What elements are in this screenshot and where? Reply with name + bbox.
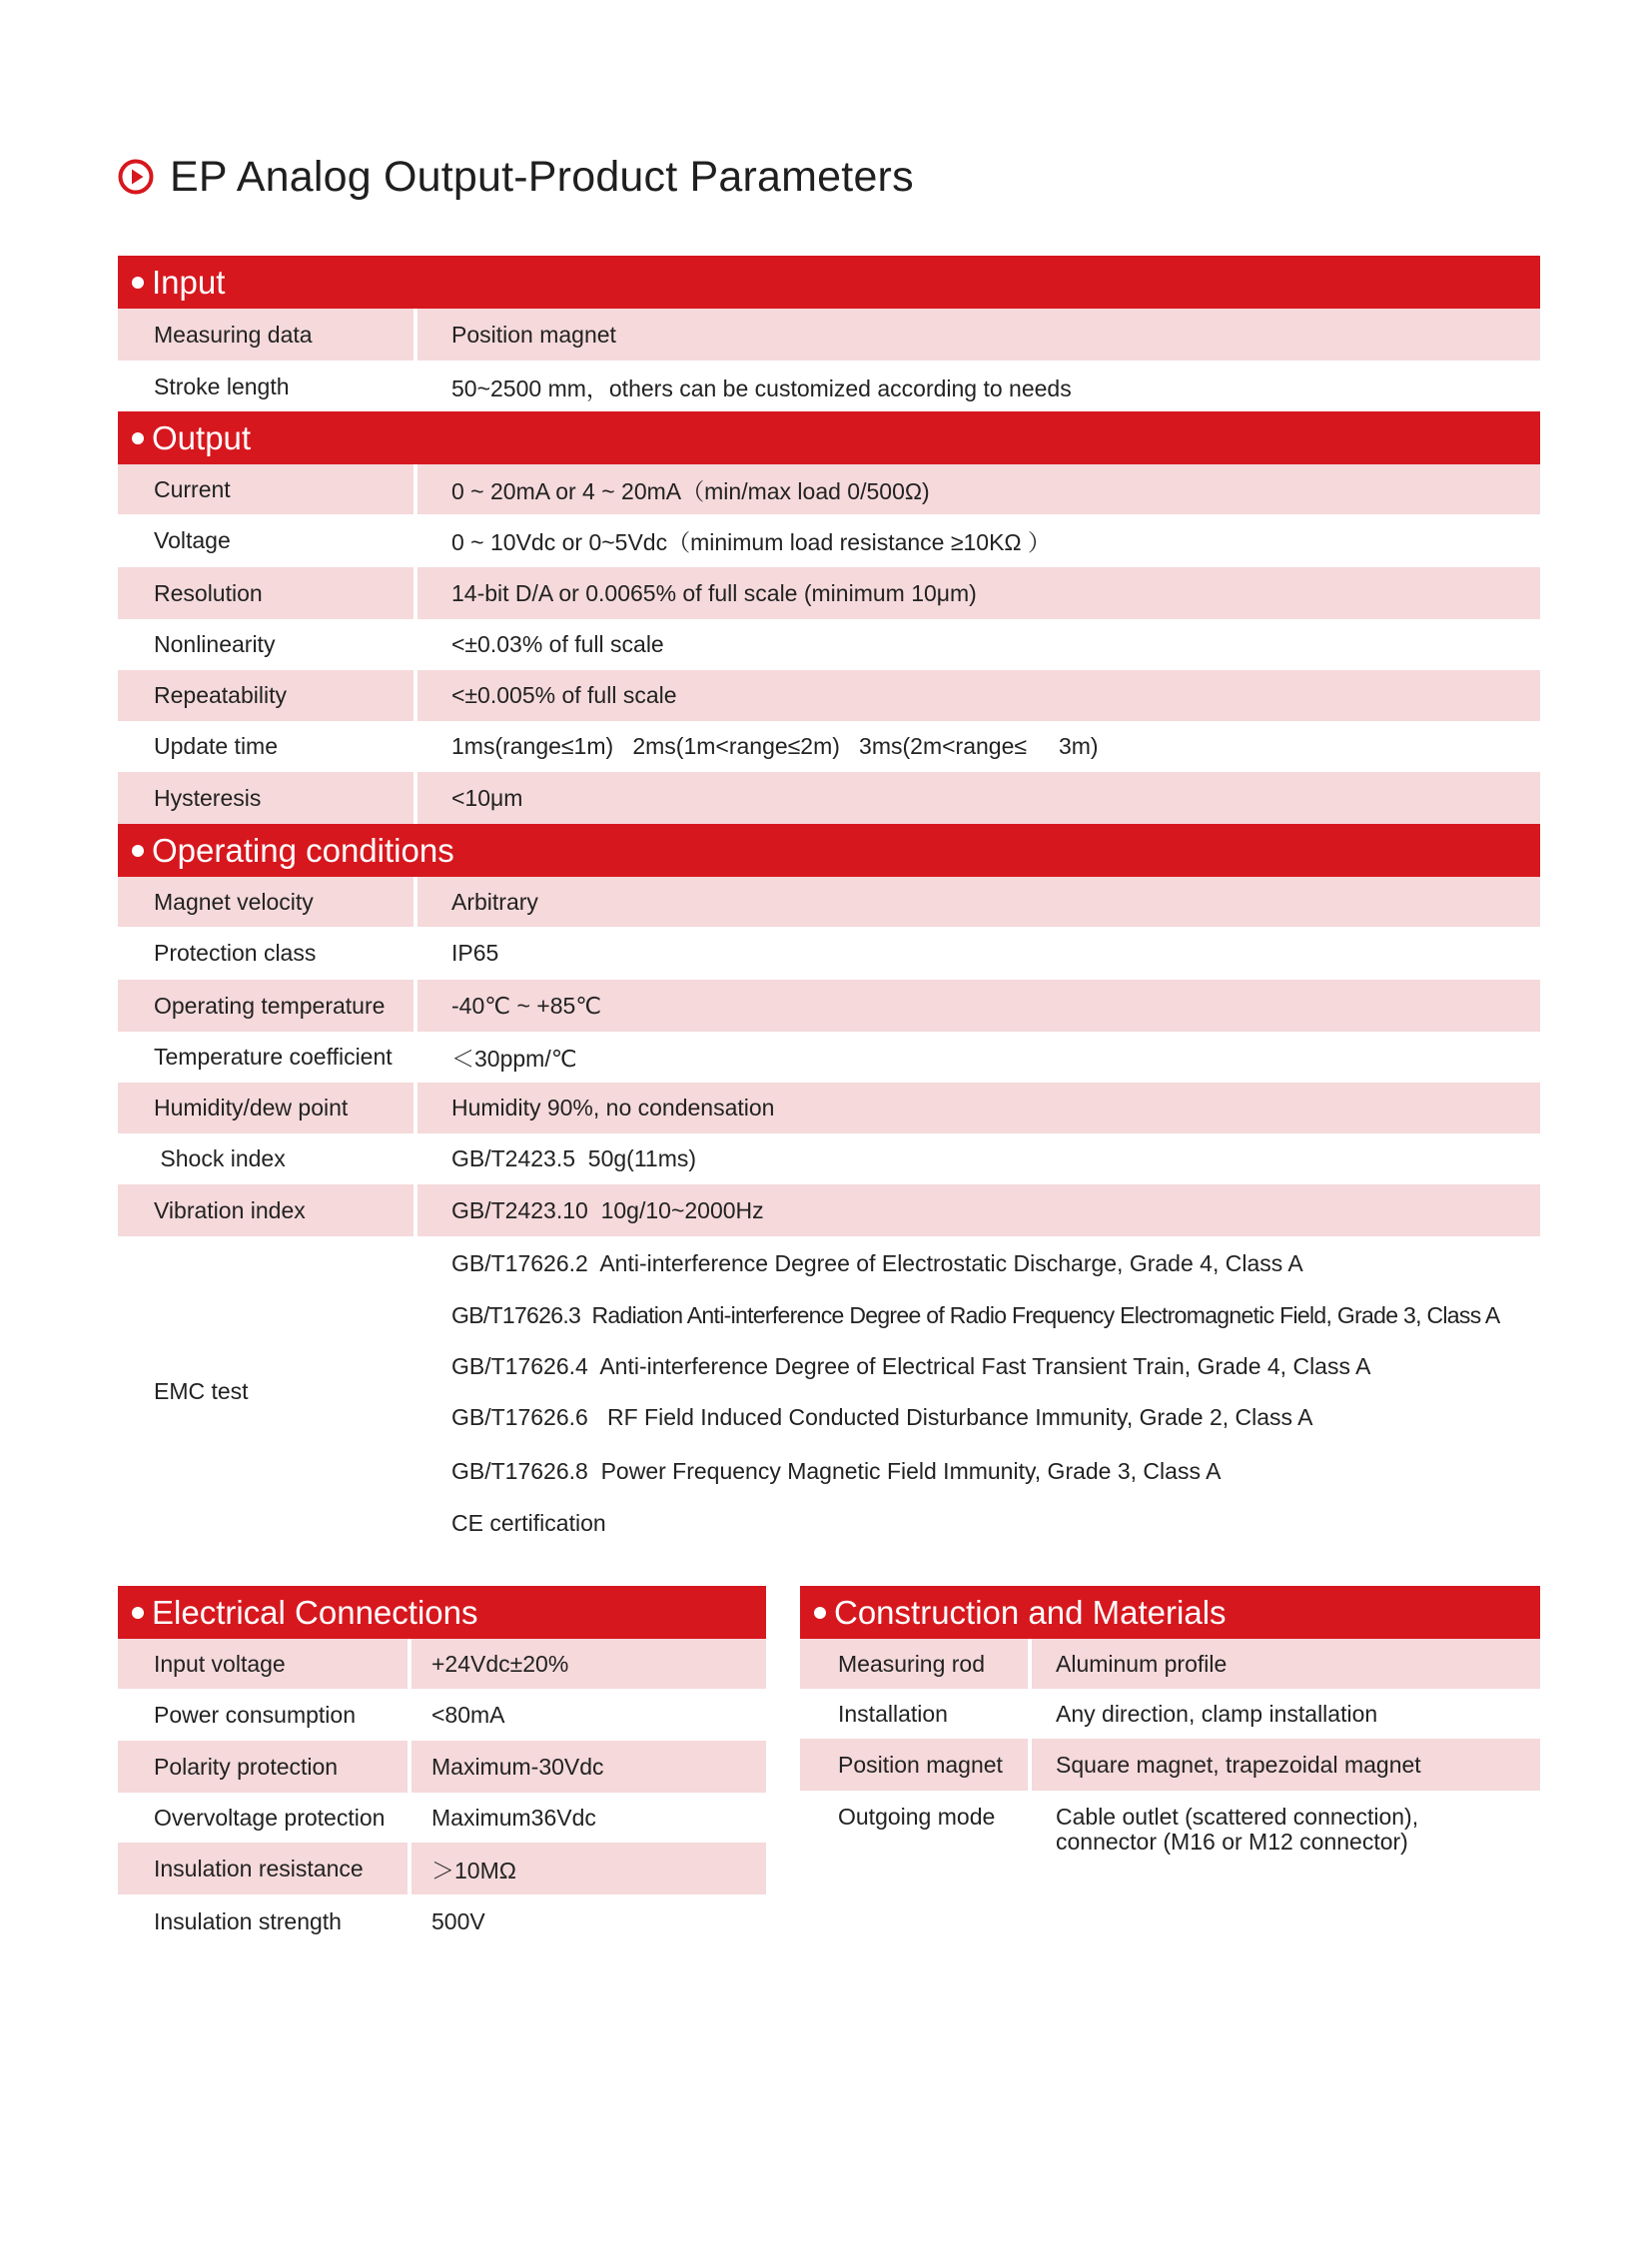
play-circle-icon xyxy=(118,159,154,195)
table-row xyxy=(118,514,1540,567)
section-title: Output xyxy=(152,419,252,456)
table-row xyxy=(118,927,1540,980)
param-value xyxy=(1056,1805,1418,1855)
param-value: 1ms(range≤1m) 2ms(1m<range≤2m) 3ms(2m<range≤ 3m) xyxy=(451,733,1099,759)
table-row xyxy=(800,1639,1540,1689)
param-label: Vibration index xyxy=(154,1196,306,1223)
table-row xyxy=(118,721,1540,772)
param-value: Maximum36Vdc xyxy=(431,1804,596,1831)
emc-line: GB/T17626.6 RF Field Induced Conducted Disturbance Immunity, Grade 2, Class A xyxy=(451,1404,1313,1430)
param-value: Maximum-30Vdc xyxy=(431,1753,604,1780)
section-header-input xyxy=(118,256,1540,309)
param-label: Nonlinearity xyxy=(154,631,276,657)
emc-line: GB/T17626.3 Radiation Anti-interference Degree of Radio Frequency Electromagnetic Field, Grade 3, Class A xyxy=(451,1302,1500,1328)
param-value: -40℃ ~ +85℃ xyxy=(451,992,602,1019)
param-value: <±0.005% of full scale xyxy=(451,682,677,708)
table-row xyxy=(118,567,1540,619)
table-row xyxy=(800,1689,1540,1739)
emc-line: CE certification xyxy=(451,1510,606,1536)
page-title: EP Analog Output-Product Parameters xyxy=(170,152,914,201)
param-label: Update time xyxy=(154,733,279,759)
table-row xyxy=(118,1843,766,1894)
table-row xyxy=(118,619,1540,670)
param-value: 50~2500 mm，others can be customized according to needs xyxy=(451,374,1072,401)
electrical-table xyxy=(118,1639,766,1949)
param-label: Insulation strength xyxy=(154,1908,342,1934)
table-row xyxy=(118,1184,1540,1236)
section-title: Electrical Connections xyxy=(152,1594,478,1631)
param-label: Overvoltage protection xyxy=(154,1804,386,1831)
param-value: ＞10MΩ xyxy=(431,1857,516,1883)
table-row xyxy=(118,1793,766,1843)
bullet-icon xyxy=(132,845,144,857)
param-value: 0 ~ 10Vdc or 0~5Vdc（minimum load resistance ≥10KΩ ） xyxy=(451,529,1051,555)
emc-test-block xyxy=(118,1236,1540,1548)
section-title: Operating conditions xyxy=(152,832,454,869)
page-header xyxy=(118,150,914,204)
emc-line: GB/T17626.2 Anti-interference Degree of Electrostatic Discharge, Grade 4, Class A xyxy=(451,1250,1303,1276)
param-value: IP65 xyxy=(451,940,499,966)
param-label: EMC test xyxy=(154,1378,249,1404)
table-row xyxy=(118,877,1540,927)
output-table xyxy=(118,464,1540,824)
param-value: Arbitrary xyxy=(451,888,538,915)
table-row xyxy=(118,1894,766,1949)
param-label: Hysteresis xyxy=(154,784,262,811)
param-label: Outgoing mode xyxy=(838,1803,996,1830)
param-value: +24Vdc±20% xyxy=(431,1650,569,1677)
table-row xyxy=(118,980,1540,1032)
param-value: 0 ~ 20mA or 4 ~ 20mA（min/max load 0/500Ω) xyxy=(451,477,930,504)
construction-table xyxy=(800,1639,1540,1868)
param-value: Square magnet, trapezoidal magnet xyxy=(1056,1751,1421,1778)
param-value-line: connector (M16 or M12 connector) xyxy=(1056,1829,1408,1855)
param-value-line: Cable outlet (scattered connection), xyxy=(1056,1804,1419,1830)
param-value: Aluminum profile xyxy=(1056,1650,1228,1677)
table-row xyxy=(118,1083,1540,1133)
param-value: 500V xyxy=(431,1908,485,1934)
section-header-operating xyxy=(118,824,1540,877)
param-label: Shock index xyxy=(154,1145,286,1171)
table-row xyxy=(118,772,1540,824)
table-row xyxy=(118,309,1540,361)
param-label: Polarity protection xyxy=(154,1753,339,1780)
param-label: Measuring rod xyxy=(838,1650,986,1677)
table-row xyxy=(118,1689,766,1741)
bullet-icon xyxy=(132,432,144,444)
section-title: Input xyxy=(152,264,226,301)
param-value: GB/T2423.5 50g(11ms) xyxy=(451,1145,697,1171)
input-table xyxy=(118,309,1540,412)
param-label: Current xyxy=(154,475,231,502)
section-header-output xyxy=(118,411,1540,464)
table-row xyxy=(118,1133,1540,1184)
param-value: Humidity 90%, no condensation xyxy=(451,1095,775,1121)
param-label: Voltage xyxy=(154,527,231,553)
param-label: Power consumption xyxy=(154,1701,356,1728)
param-value: <10μm xyxy=(451,784,523,811)
table-row xyxy=(118,1032,1540,1083)
param-label: Magnet velocity xyxy=(154,888,314,915)
table-row xyxy=(118,361,1540,412)
param-label: Repeatability xyxy=(154,682,287,708)
param-value: Any direction, clamp installation xyxy=(1056,1700,1378,1727)
param-label: Protection class xyxy=(154,940,317,966)
operating-table xyxy=(118,877,1540,1236)
emc-line: GB/T17626.4 Anti-interference Degree of Electrical Fast Transient Train, Grade 4, Class A xyxy=(451,1353,1371,1379)
param-label: Input voltage xyxy=(154,1650,286,1677)
param-value: 14-bit D/A or 0.0065% of full scale (minimum 10μm) xyxy=(451,579,977,606)
param-value: ＜30ppm/℃ xyxy=(451,1046,577,1072)
section-header-electrical xyxy=(118,1586,766,1639)
param-label: Installation xyxy=(838,1700,948,1727)
param-value: Position magnet xyxy=(451,321,616,348)
param-label: Resolution xyxy=(154,579,263,606)
section-header-construction xyxy=(800,1586,1540,1639)
param-label: Stroke length xyxy=(154,373,290,399)
param-value: <±0.03% of full scale xyxy=(451,631,664,657)
param-value: GB/T2423.10 10g/10~2000Hz xyxy=(451,1196,764,1223)
table-row xyxy=(800,1739,1540,1791)
param-label: Position magnet xyxy=(838,1751,1003,1778)
table-row xyxy=(118,464,1540,514)
emc-line: GB/T17626.8 Power Frequency Magnetic Field Immunity, Grade 3, Class A xyxy=(451,1458,1222,1484)
param-label: Measuring data xyxy=(154,321,313,348)
bullet-icon xyxy=(132,277,144,289)
param-label: Humidity/dew point xyxy=(154,1095,349,1121)
param-label: Operating temperature xyxy=(154,992,386,1019)
table-row xyxy=(118,1639,766,1689)
bullet-icon xyxy=(814,1607,826,1619)
table-row xyxy=(800,1791,1540,1868)
param-label: Insulation resistance xyxy=(154,1855,364,1881)
param-value: <80mA xyxy=(431,1701,505,1728)
section-title: Construction and Materials xyxy=(834,1594,1227,1631)
bullet-icon xyxy=(132,1607,144,1619)
param-label: Temperature coefficient xyxy=(154,1044,393,1070)
table-row xyxy=(118,1741,766,1793)
table-row xyxy=(118,670,1540,721)
